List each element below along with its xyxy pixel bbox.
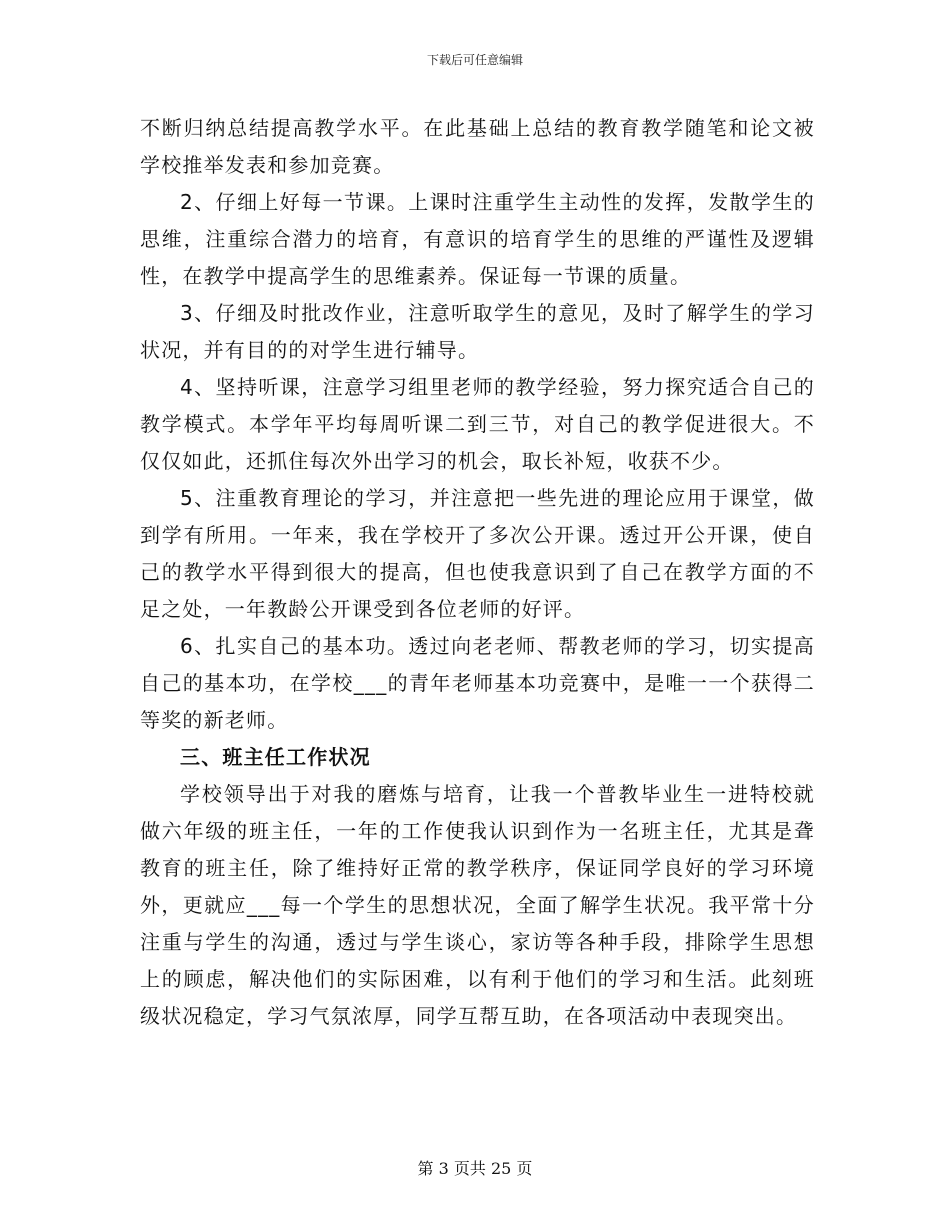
paragraph-item-4: 4、坚持听课，注意学习组里老师的教学经验，努力探究适合自己的教学模式。本学年平均每周听课二到三节，对自己的教学促进很大。不仅仅如此，还抓住每次外出学习的机会，取长补短，收获不少。: [140, 375, 815, 473]
paragraph-item-6: 6、扎实自己的基本功。透过向老老师、帮教老师的学习，切实提高自己的基本功，在学校___的青年老师基本功竞赛中，是唯一一个获得二等奖的新老师。: [140, 634, 815, 732]
paragraph-item-2: 2、仔细上好每一节课。上课时注重学生主动性的发挥，发散学生的思维，注重综合潜力的培育，有意识的培育学生的思维的严谨性及逻辑性，在教学中提高学生的思维素养。保证每一节课的质量。: [140, 190, 815, 288]
paragraph-continuation: 不断归纳总结提高教学水平。在此基础上总结的教育教学随笔和论文被学校推举发表和参加竞赛。: [140, 116, 815, 177]
document-body: [140, 110, 815, 1035]
paragraph-class-teacher: 学校领导出于对我的磨炼与培育，让我一个普教毕业生一进特校就做六年级的班主任，一年的工作使我认识到作为一名班主任，尤其是聋教育的班主任，除了维持好正常的教学秩序，保证同学良好的学习环境外，更就应___每一个学生的思想状况，全面了解学生状况。我平常十分注重与学生的沟通，透过与学生谈心，家访等各种手段，排除学生思想上的顾虑，解决他们的实际困难，以有利于他们的学习和生活。此刻班级状况稳定，学习气氛浓厚，同学互帮互助，在各项活动中表现突出。: [140, 782, 815, 1028]
paragraph-item-3: 3、仔细及时批改作业，注意听取学生的意见，及时了解学生的学习状况，并有目的的对学生进行辅导。: [140, 301, 815, 362]
page-footer: 第 3 页共 25 页: [417, 1159, 533, 1178]
section-heading: 三、班主任工作状况: [180, 745, 371, 769]
page-header: 下载后可任意编辑: [426, 53, 523, 67]
paragraph-item-5: 5、注重教育理论的学习，并注意把一些先进的理论应用于课堂，做到学有所用。一年来，我在学校开了多次公开课。透过开公开课，使自己的教学水平得到很大的提高，但也使我意识到了自己在教学方面的不足之处，一年教龄公开课受到各位老师的好评。: [140, 486, 815, 621]
